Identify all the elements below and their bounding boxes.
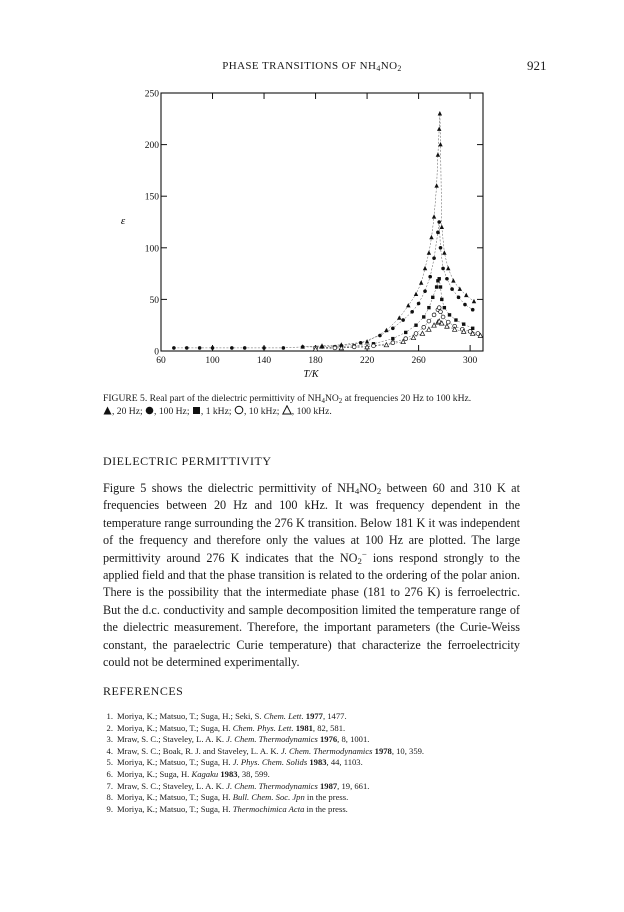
data-point-1khz (431, 296, 434, 299)
data-point-1khz (427, 306, 430, 309)
data-point-100hz (320, 345, 324, 349)
data-point-20hz (438, 142, 442, 146)
data-point-100hz (441, 267, 445, 271)
reference-list (103, 711, 533, 815)
data-point-10khz (391, 341, 395, 345)
data-point-10khz (439, 310, 443, 314)
data-point-100khz (445, 324, 449, 328)
x-tick-label: 100 (205, 356, 220, 366)
data-point-20hz (397, 315, 401, 319)
data-point-100hz (439, 246, 443, 250)
data-point-100hz (450, 287, 454, 291)
square-filled-icon (192, 406, 201, 415)
x-tick-label: 140 (256, 356, 272, 366)
x-tick-label: 180 (308, 356, 323, 366)
data-point-20hz (414, 292, 418, 296)
data-point-1khz (471, 327, 474, 330)
y-axis-label: ε (120, 215, 126, 227)
data-point-10khz (333, 346, 337, 350)
data-point-10khz (427, 319, 431, 323)
y-tick-label: 0 (154, 347, 159, 358)
data-point-100hz (359, 341, 363, 345)
data-point-10khz (437, 306, 441, 310)
data-point-20hz (472, 299, 476, 303)
section-heading-dielectric: DIELECTRIC PERMITTIVITY (103, 454, 272, 468)
data-point-1khz (422, 315, 425, 318)
figure-5-chart (0, 0, 624, 390)
data-point-20hz (436, 152, 440, 156)
y-tick-label: 100 (144, 244, 159, 255)
data-point-10khz (352, 345, 356, 349)
data-point-100hz (401, 318, 405, 322)
data-point-100hz (172, 346, 176, 350)
data-point-20hz (429, 235, 433, 239)
data-point-10khz (404, 337, 408, 341)
data-point-100hz (230, 346, 234, 350)
data-point-10khz (476, 332, 480, 336)
x-tick-label: 300 (462, 356, 478, 366)
y-tick-label: 200 (144, 141, 159, 152)
data-point-20hz (419, 280, 423, 284)
x-tick-label: 60 (156, 356, 166, 366)
reference-item: 1. Moriya, K.; Matsuo, T.; Suga, H.; Seki, S. Chem. Lett. 1977, 1477. (106, 711, 347, 721)
data-point-100hz (391, 326, 395, 330)
data-point-100hz (211, 346, 215, 350)
reference-item: 5. Moriya, K.; Matsuo, T.; Suga, H. J. Phys. Chem. Solids 1983, 44, 1103. (106, 757, 363, 768)
plot-border (161, 93, 483, 351)
data-point-100khz (427, 327, 431, 331)
x-tick-label: 260 (411, 356, 426, 366)
reference-item: 3. Mraw, S. C.; Staveley, L. A. K. J. Chem. Thermodynamics 1976, 8, 1001. (106, 734, 370, 745)
data-point-20hz (446, 266, 450, 270)
triangle-filled-icon (103, 406, 112, 415)
page-number: 921 (527, 58, 547, 73)
x-axis-label: T/K (303, 369, 319, 380)
triangle-open-icon (282, 405, 292, 415)
data-point-100hz (410, 310, 414, 314)
data-point-100hz (471, 308, 475, 312)
data-point-20hz (438, 111, 442, 115)
data-point-10khz (422, 325, 426, 329)
series-line (303, 114, 474, 347)
y-tick-label: 50 (149, 295, 159, 306)
data-point-100hz (198, 346, 202, 350)
tick-labels (145, 90, 478, 367)
data-point-100hz (436, 231, 440, 235)
data-point-20hz (451, 278, 455, 282)
data-point-1khz (439, 285, 442, 288)
data-point-100hz (282, 346, 286, 350)
data-point-20hz (423, 266, 427, 270)
figure-caption: FIGURE 5. Real part of the dielectric permittivity of $NH_4NO_2$ at frequencies 20 Hz to 100 kHz. , 20 Hz; , 100 Hz; , 1 kHz; , 10 kHz; , 100 kHz. (103, 393, 472, 417)
data-point-20hz (384, 328, 388, 332)
data-point-100hz (417, 302, 421, 306)
data-point-1khz (404, 331, 407, 334)
data-point-100hz (378, 334, 382, 338)
data-point-100hz (243, 346, 247, 350)
y-tick-label: 150 (144, 192, 159, 203)
reference-item: 8. Moriya, K.; Matsuo, T.; Suga, H. Bull. Chem. Soc. Jpn in the press. (106, 792, 349, 803)
data-point-100hz (428, 275, 432, 279)
data-point-100hz (185, 346, 189, 350)
data-point-20hz (437, 127, 441, 131)
x-tick-label: 220 (359, 356, 375, 366)
data-point-10khz (468, 329, 472, 333)
data-point-20hz (442, 250, 446, 254)
data-point-1khz (443, 306, 446, 309)
caption-label: FIGURE 5. (103, 393, 148, 404)
data-point-100hz (463, 303, 467, 307)
data-point-100hz (437, 220, 441, 224)
data-point-100hz (445, 277, 449, 281)
data-point-20hz (365, 339, 369, 343)
circle-open-icon (234, 405, 244, 415)
data-point-20hz (427, 250, 431, 254)
data-point-1khz (435, 285, 438, 288)
data-point-1khz (454, 318, 457, 321)
data-point-20hz (432, 214, 436, 218)
data-point-100khz (411, 335, 415, 339)
dielectric-paragraph: Figure 5 shows the dielectric permittivity of $NH_4NO_2$ between 60 and 310 K at frequencies between 20 Hz and 100 kHz. It was frequency dependent in the temperature range surrounding the 276 K transition. Below 181 K it was independent of the frequency and therefore only the values at 100 Hz are plotted. The large permittivity around 276 K indicates that the $NO_2^-$ ions respond strongly to the applied field and that the phase transition is related to the ordering of the polar anion. There is the possibility that the intermediate phase (181 to 276 K) is ferroelectric. But the d.c. conductivity and sample decomposition limited the temperature range of the dielectric measurement. Therefore, the important parameters (the Curie-Weiss constant, the paraelectric Curie temperature) that characterize the ferroelectricity could not be determined experimentally. (103, 481, 520, 670)
y-tick-label: 250 (144, 89, 159, 100)
data-point-10khz (414, 332, 418, 336)
section-heading-references: REFERENCES (103, 684, 184, 698)
data-point-20hz (440, 225, 444, 229)
running-title: PHASE TRANSITIONS OF $NH_4NO_2$ (222, 60, 402, 73)
data-point-100khz (420, 331, 424, 335)
reference-item: 9. Moriya, K.; Matsuo, T.; Suga, H. Thermochimica Acta in the press. (106, 803, 348, 814)
data-point-1khz (440, 298, 443, 301)
reference-item: 6. Moriya, K.; Suga, H. Kagaku 1983, 38, 599. (106, 768, 270, 779)
data-point-10khz (441, 315, 445, 319)
data-point-100hz (432, 256, 436, 260)
data-point-1khz (391, 337, 394, 340)
data-point-100hz (423, 289, 427, 293)
reference-item: 2. Moriya, K.; Matsuo, T.; Suga, H. Chem. Phys. Lett. 1981, 82, 581. (106, 722, 346, 733)
data-point-20hz (434, 183, 438, 187)
data-point-1khz (462, 322, 465, 325)
data-point-10khz (432, 313, 436, 317)
data-point-100hz (262, 346, 266, 350)
data-point-100hz (301, 345, 305, 349)
reference-item: 7. Mraw, S. C.; Staveley, L. A. K. J. Chem. Thermodynamics 1987, 19, 661. (106, 780, 370, 791)
data-point-1khz (414, 324, 417, 327)
data-point-100khz (384, 343, 388, 347)
data-point-1khz (438, 277, 441, 280)
data-point-10khz (372, 344, 376, 348)
plot-frame (161, 93, 483, 351)
data-point-20hz (464, 293, 468, 297)
circle-filled-icon (145, 406, 154, 415)
data-point-100hz (457, 296, 461, 300)
axis-ticks (161, 93, 483, 351)
data-point-1khz (448, 313, 451, 316)
reference-item: 4. Mraw, S. C.; Boak, R. J. and Staveley, L. A. K. J. Chem. Thermodynamics 1978, 10, 359. (106, 745, 425, 756)
series-markers (172, 111, 483, 351)
